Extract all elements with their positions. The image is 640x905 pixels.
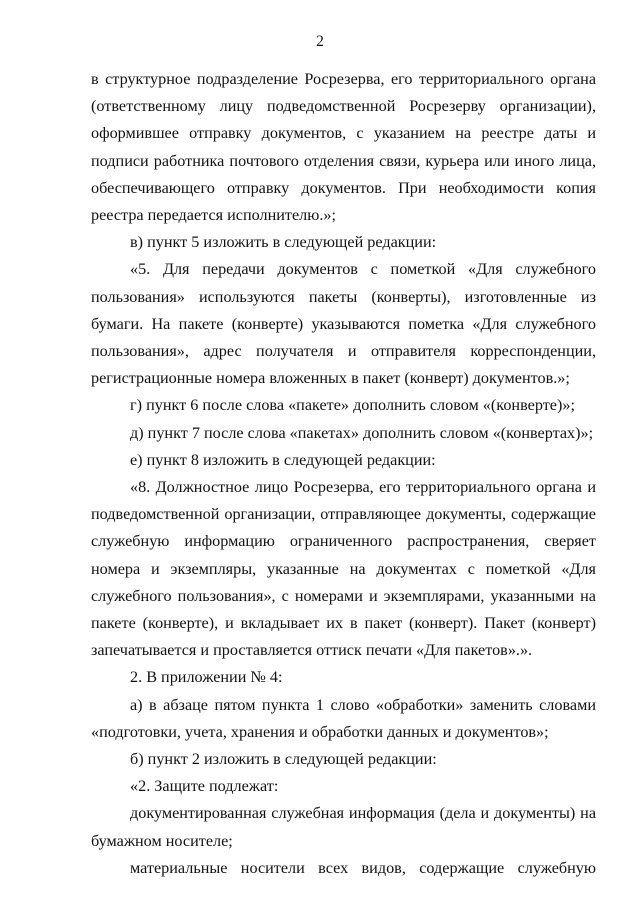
paragraph-item-d: д) пункт 7 после слова «пакетах» дополнить словом «(конвертах)»; — [130, 423, 594, 442]
paragraph-section-2: 2. В приложении № 4: — [130, 668, 283, 687]
paragraph-item-b: б) пункт 2 изложить в следующей редакции: — [130, 750, 437, 769]
paragraph-material-carriers: материальные носители всех видов, содержащие служебную — [130, 858, 596, 877]
paragraph-item-v: в) пункт 5 изложить в следующей редакции: — [130, 233, 437, 252]
paragraph-continuation: в структурное подразделение Росрезерва, его территориального органа (ответственному лицу подведомственной Росрезерву организации), оформившее отправку документов, с указанием на реестре даты и подписи работника почтового отделения связи, курьера или иного лица, обеспечивающего отправку документов. При необходимости копия реестра передается исполнителю.»; — [91, 70, 596, 225]
paragraph-item-a: а) в абзаце пятом пункта 1 слово «обработки» заменить словами «подготовки, учета, хранения и обработки данных и документов»; — [91, 695, 596, 741]
paragraph-item-e: е) пункт 8 изложить в следующей редакции: — [130, 450, 436, 469]
paragraph-documented-info: документированная служебная информация (дела и документы) на бумажном носителе; — [91, 804, 596, 850]
paragraph-protection-heading: «2. Защите подлежат: — [130, 777, 279, 796]
paragraph-point-8: «8. Должностное лицо Росрезерва, его территориального органа и подведомственной организации, отправляющее документы, содержащие служебную информацию ограниченного распространения, сверяет номера и экземпляры, указанные на документах с пометкой «Для служебного пользования», с номерами и экземплярами, указанными на пакете (конверте), и вкладывает их в пакет (конверт). Пакет (конверт) запечатывается и проставляется оттиск печати «Для пакетов».». — [91, 478, 596, 660]
paragraph-point-5: «5. Для передачи документов с пометкой «Для служебного пользования» используются пакеты (конверты), изготовленные из бумаги. На пакете (конверте) указываются пометка «Для служебного пользования», адрес получателя и отправителя корреспонденции, регистрационные номера вложенных в пакет (конверт) документов.»; — [91, 260, 596, 388]
paragraph-item-g: г) пункт 6 после слова «пакете» дополнить словом «(конверте)»; — [130, 396, 575, 415]
page-number: 2 — [316, 33, 324, 50]
document-body — [91, 66, 596, 882]
